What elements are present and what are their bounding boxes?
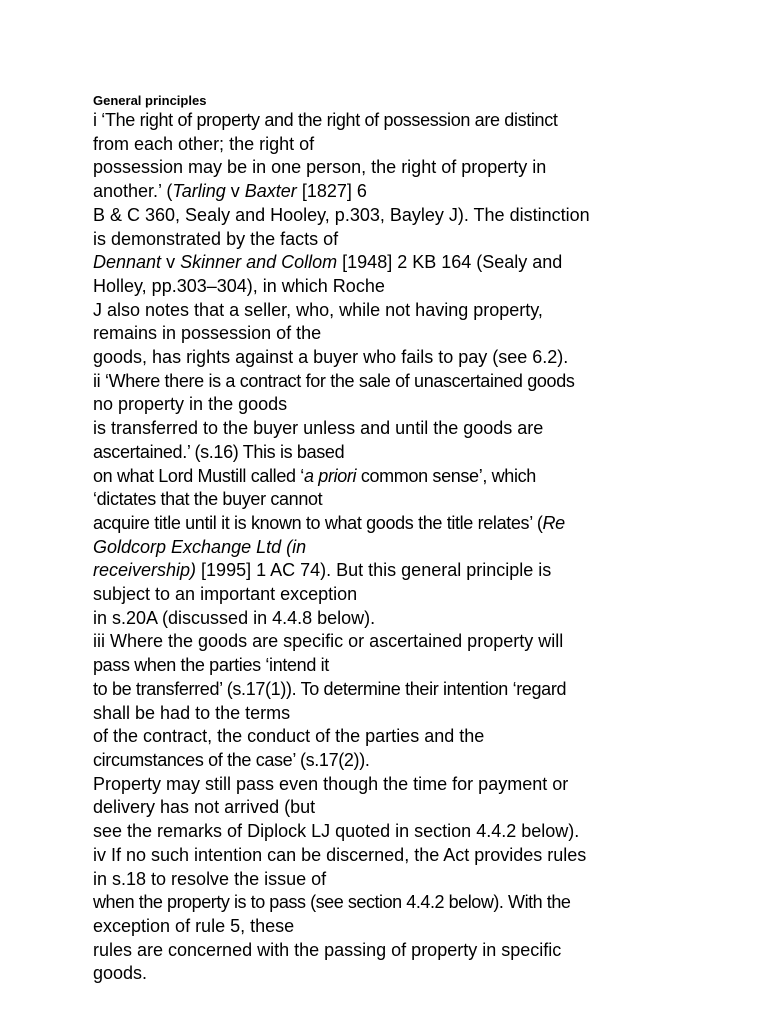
text-line bbox=[93, 773, 763, 797]
text-line bbox=[93, 868, 763, 892]
text-line bbox=[93, 228, 763, 252]
text-segment: in s.18 to resolve the issue of bbox=[93, 868, 327, 889]
text-line bbox=[93, 702, 763, 726]
italic-text-segment: Skinner and Collom bbox=[180, 252, 338, 273]
text-line bbox=[93, 559, 763, 583]
text-line bbox=[93, 370, 763, 394]
text-segment: [1948] 2 KB 164 (Sealy and bbox=[337, 252, 563, 273]
text-line bbox=[93, 251, 763, 275]
text-segment: delivery has not arrived (but bbox=[93, 797, 316, 818]
body-text bbox=[93, 109, 763, 986]
text-line bbox=[93, 915, 763, 939]
text-segment: on what Lord Mustill called ‘ bbox=[93, 465, 304, 486]
text-line bbox=[93, 607, 763, 631]
italic-text-segment: Baxter bbox=[244, 181, 297, 202]
text-line bbox=[93, 109, 763, 133]
text-segment: from each other; the right of bbox=[93, 133, 315, 154]
text-segment: [1827] 6 bbox=[296, 181, 367, 202]
text-segment: exception of rule 5, these bbox=[93, 915, 295, 936]
text-line bbox=[93, 749, 763, 773]
text-line bbox=[93, 133, 763, 157]
text-line bbox=[93, 465, 763, 489]
text-segment: rules are concerned with the passing of property in specific bbox=[93, 939, 562, 960]
text-segment: ascertained.’ (s.16) This is based bbox=[93, 441, 345, 462]
text-segment: see the remarks of Diplock LJ quoted in section 4.4.2 below). bbox=[93, 821, 580, 842]
text-segment: common sense’, which bbox=[356, 465, 536, 486]
text-segment: acquire title until it is known to what goods the title relates’ ( bbox=[93, 512, 543, 533]
text-segment: v bbox=[225, 181, 245, 202]
section-heading: General principles bbox=[93, 93, 207, 108]
text-line bbox=[93, 583, 763, 607]
text-segment: Holley, pp.303–304), in which Roche bbox=[93, 275, 385, 296]
text-segment: pass when the parties ‘intend it bbox=[93, 655, 329, 676]
text-segment: ‘dictates that the buyer cannot bbox=[93, 489, 323, 510]
text-segment: B & C 360, Sealy and Hooley, p.303, Bayley J). The distinction bbox=[93, 204, 590, 225]
text-line bbox=[93, 346, 763, 370]
text-line bbox=[93, 488, 763, 512]
text-segment: possession may be in one person, the right of property in bbox=[93, 157, 547, 178]
text-line bbox=[93, 962, 763, 986]
text-segment: no property in the goods bbox=[93, 394, 288, 415]
text-segment: circumstances of the case’ (s.17(2)). bbox=[93, 749, 370, 770]
text-line bbox=[93, 512, 763, 536]
text-line bbox=[93, 844, 763, 868]
text-line bbox=[93, 820, 763, 844]
text-segment: ii ‘Where there is a contract for the sale of unascertained goods bbox=[93, 370, 575, 391]
text-line bbox=[93, 796, 763, 820]
text-line bbox=[93, 275, 763, 299]
italic-text-segment: receivership) bbox=[93, 560, 197, 581]
text-line bbox=[93, 299, 763, 323]
text-segment: another.’ ( bbox=[93, 181, 173, 202]
text-line bbox=[93, 180, 763, 204]
text-line bbox=[93, 678, 763, 702]
text-segment: shall be had to the terms bbox=[93, 702, 291, 723]
text-line bbox=[93, 156, 763, 180]
text-line bbox=[93, 536, 763, 560]
text-segment: to be transferred’ (s.17(1)). To determine their intention ‘regard bbox=[93, 678, 567, 699]
text-line bbox=[93, 204, 763, 228]
text-line bbox=[93, 630, 763, 654]
text-segment: goods. bbox=[93, 963, 148, 984]
text-line bbox=[93, 393, 763, 417]
text-segment: v bbox=[161, 252, 181, 273]
text-line bbox=[93, 417, 763, 441]
text-segment: subject to an important exception bbox=[93, 584, 358, 605]
text-line bbox=[93, 725, 763, 749]
text-segment: remains in possession of the bbox=[93, 323, 322, 344]
text-segment: is transferred to the buyer unless and until the goods are bbox=[93, 418, 544, 439]
text-segment: iv If no such intention can be discerned, the Act provides rules bbox=[93, 844, 587, 865]
text-segment: is demonstrated by the facts of bbox=[93, 228, 339, 249]
text-segment: J also notes that a seller, who, while not having property, bbox=[93, 299, 543, 320]
italic-text-segment: Tarling bbox=[172, 181, 226, 202]
text-line bbox=[93, 322, 763, 346]
text-segment: in s.20A (discussed in 4.4.8 below). bbox=[93, 607, 376, 628]
text-segment: goods, has rights against a buyer who fails to pay (see 6.2). bbox=[93, 347, 569, 368]
text-segment: i ‘The right of property and the right of possession are distinct bbox=[93, 110, 558, 130]
text-segment: iii Where the goods are specific or ascertained property will bbox=[93, 631, 564, 652]
text-segment: Property may still pass even though the time for payment or bbox=[93, 773, 569, 794]
text-segment: when the property is to pass (see section 4.4.2 below). With the bbox=[93, 892, 571, 913]
italic-text-segment: Dennant bbox=[93, 252, 162, 273]
text-line bbox=[93, 654, 763, 678]
italic-text-segment: a priori bbox=[303, 465, 357, 486]
text-line bbox=[93, 891, 763, 915]
text-segment: [1995] 1 AC 74). But this general principle is bbox=[196, 560, 552, 581]
text-segment: of the contract, the conduct of the parties and the bbox=[93, 726, 485, 747]
text-line bbox=[93, 939, 763, 963]
italic-text-segment: Goldcorp Exchange Ltd (in bbox=[93, 536, 307, 557]
text-line bbox=[93, 441, 763, 465]
italic-text-segment: Re bbox=[542, 512, 565, 533]
